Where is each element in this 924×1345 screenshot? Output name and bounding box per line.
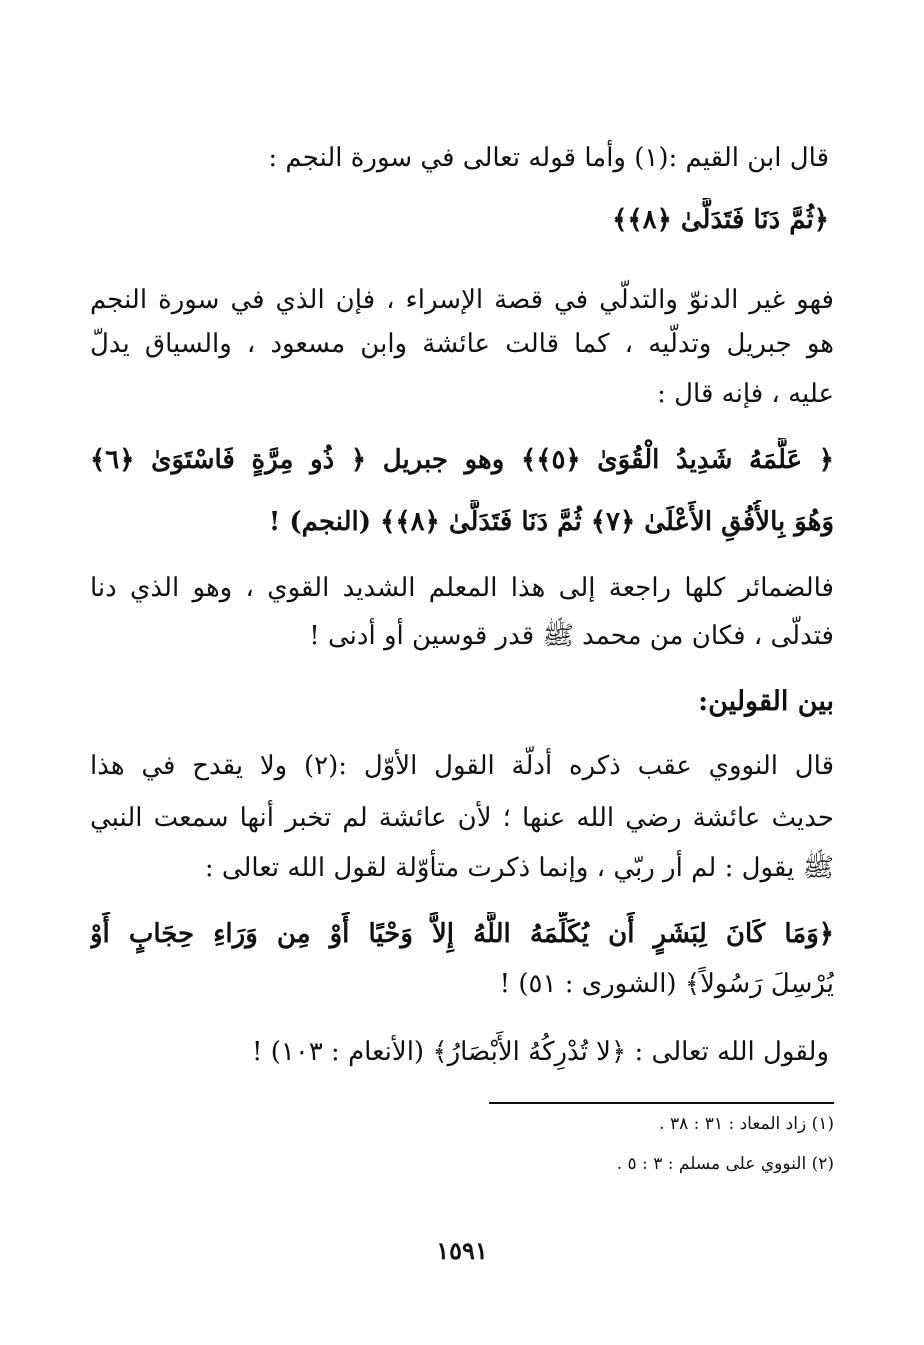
text-line-12: حديث عائشة رضي الله عنها ؛ لأن عائشة لم تخبر أنها سمعت النبي — [90, 803, 834, 833]
footnote-1: (١) زاد المعاد : ٣١ : ٣٨ . — [659, 1114, 834, 1134]
text-line-8: فالضمائر كلها راجعة إلى هذا المعلم الشديد القوي ، وهو الذي دنا — [90, 573, 834, 603]
quran-verse-line-14: ﴿وَمَا كَانَ لِبَشَرٍ أَن يُكَلِّمَهُ اللَّهُ إِلاَّ وَحْيًا أَوْ مِن وَرَاءِ حِجَابٍ أَوْ — [90, 919, 834, 949]
quran-verse-line-7: وَهُوَ بِالأُفُقِ الأَعْلَىٰ ﴿٧﴾ ثُمَّ دَنَا فَتَدَلَّىٰ ﴿٨﴾﴾ (النجم) ! — [268, 507, 834, 537]
quran-verse-line-6: ﴿ عَلَّمَهُ شَدِيدُ الْقُوَىٰ ﴿٥﴾﴾ وهو جبريل ﴿ ذُو مِرَّةٍ فَاسْتَوَىٰ ﴿٦﴾ — [90, 445, 834, 475]
text-line-11: قال النووي عقب ذكره أدلّة القول الأوّل :(٢) ولا يقدح في هذا — [90, 751, 834, 781]
footnote-2: (٢) النووي على مسلم : ٣ : ٥ . — [616, 1154, 834, 1174]
quran-verse-line-15: يُرْسِلَ رَسُولاً﴾ (الشورى : ٥١) ! — [499, 969, 834, 999]
text-line-1: قال ابن القيم :(١) وأما قوله تعالى في سورة النجم : — [268, 143, 829, 173]
text-line-16: ولقول الله تعالى : ﴿لا تُدْرِكُهُ الأَبْصَارُ﴾ (الأنعام : ١٠٣) ! — [252, 1037, 829, 1067]
text-line-9: فتدلّى ، فكان من محمد ﷺ قدر قوسين أو أدنى ! — [309, 621, 834, 651]
page-number: ١٥٩١ — [436, 1236, 488, 1265]
text-line-5: عليه ، فإنه قال : — [657, 379, 834, 409]
quran-verse-line-2: ﴿ثُمَّ دَنَا فَتَدَلَّىٰ ﴿٨﴾﴾ — [612, 205, 829, 235]
footnote-divider — [489, 1102, 834, 1104]
text-line-4: هو جبريل وتدلّيه ، كما قالت عائشة وابن مسعود ، والسياق يدلّ — [90, 329, 834, 359]
text-line-3: فهو غير الدنوّ والتدلّي في قصة الإسراء ، فإن الذي في سورة النجم — [90, 285, 834, 315]
section-heading: بين القولين: — [698, 686, 834, 717]
text-line-13: ﷺ يقول : لم أر ربّي ، وإنما ذكرت متأوّلة لقول الله تعالى : — [204, 853, 834, 883]
